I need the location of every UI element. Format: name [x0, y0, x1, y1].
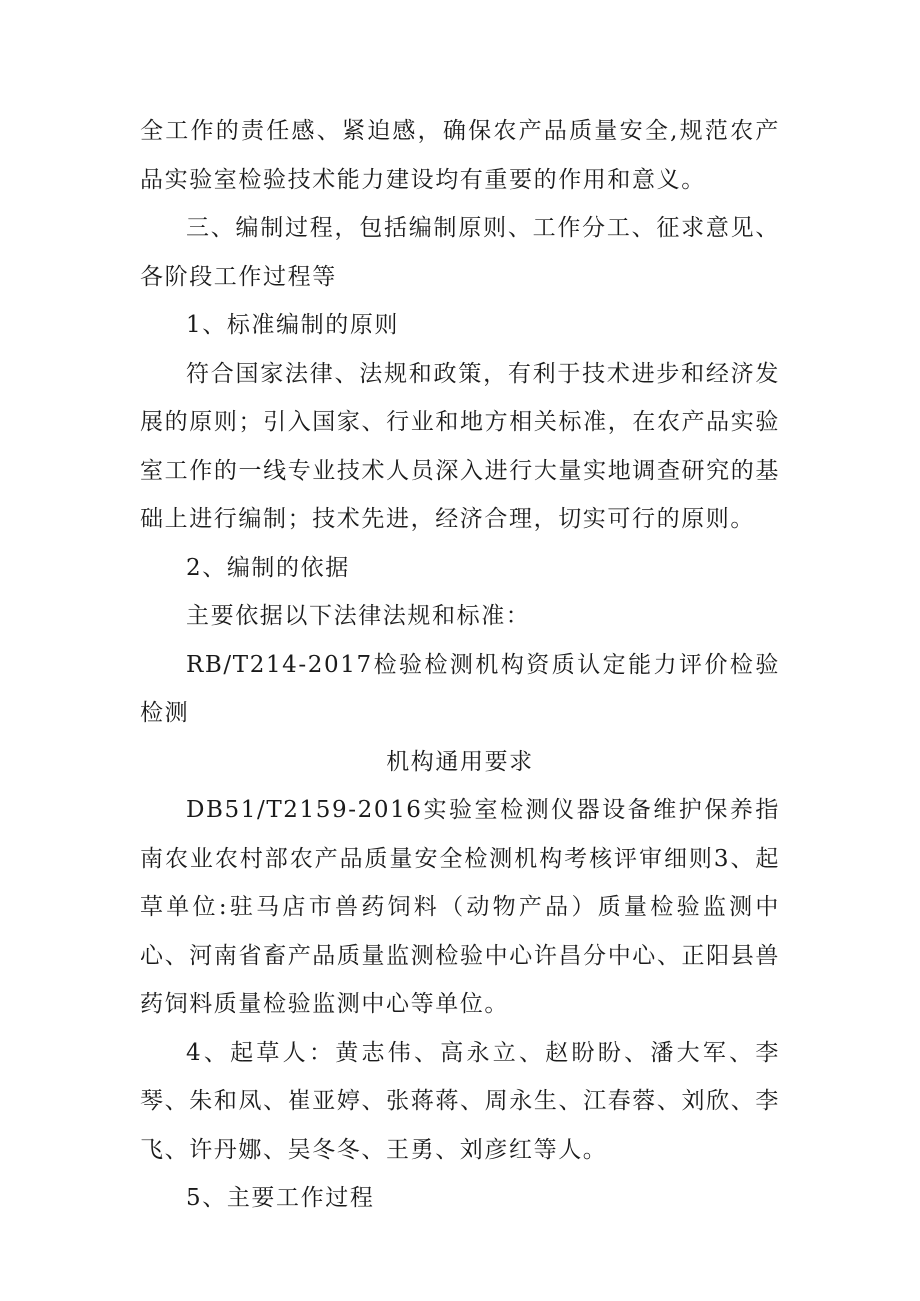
paragraph-continuation: 全工作的责任感、紧迫感，确保农产品质量安全,规范农产品实验室检验技术能力建设均有重要的作用和意义。: [140, 118, 780, 193]
paragraph-standards-and-drafting-units: DB51/T2159-2016实验室检测仪器设备维护保养指南农业农村部农产品质量安全检测机构考核评审细则3、起草单位:驻马店市兽药饲料（动物产品）质量检验监测中心、河南省畜产品质量监测检验中心许昌分中心、正阳县兽药饲料质量检验监测中心等单位。: [140, 797, 780, 1017]
standard-reference-rbt214-continued: 机构通用要求: [386, 748, 534, 775]
subheading-compilation-principles: 1、标准编制的原则: [186, 312, 400, 338]
subheading-compilation-basis: 2、编制的依据: [186, 554, 350, 581]
paragraph-principles: 符合国家法律、法规和政策，有利于技术进步和经济发展的原则；引入国家、行业和地方相关标准，在农产品实验室工作的一线专业技术人员深入进行大量实地调查研究的基础上进行编制；技术先进，经济合理，切实可行的原则。: [140, 360, 780, 532]
section-heading-compilation-process: 三、编制过程，包括编制原则、工作分工、征求意见、各阶段工作过程等: [140, 215, 780, 290]
paragraph-drafters: 4、起草人：黄志伟、高永立、赵盼盼、潘大军、李琴、朱和凤、崔亚婷、张蒋蒋、周永生、江春蓉、刘欣、李飞、许丹娜、吴冬冬、王勇、刘彦红等人。: [140, 1039, 780, 1163]
paragraph-basis-intro: 主要依据以下法律法规和标准：: [186, 603, 531, 629]
subheading-main-work-process: 5、主要工作过程: [186, 1185, 375, 1211]
document-body: [140, 107, 780, 1223]
standard-reference-rbt214: RB/T214-2017检验检测机构资质认定能力评价检验检测: [140, 651, 780, 726]
